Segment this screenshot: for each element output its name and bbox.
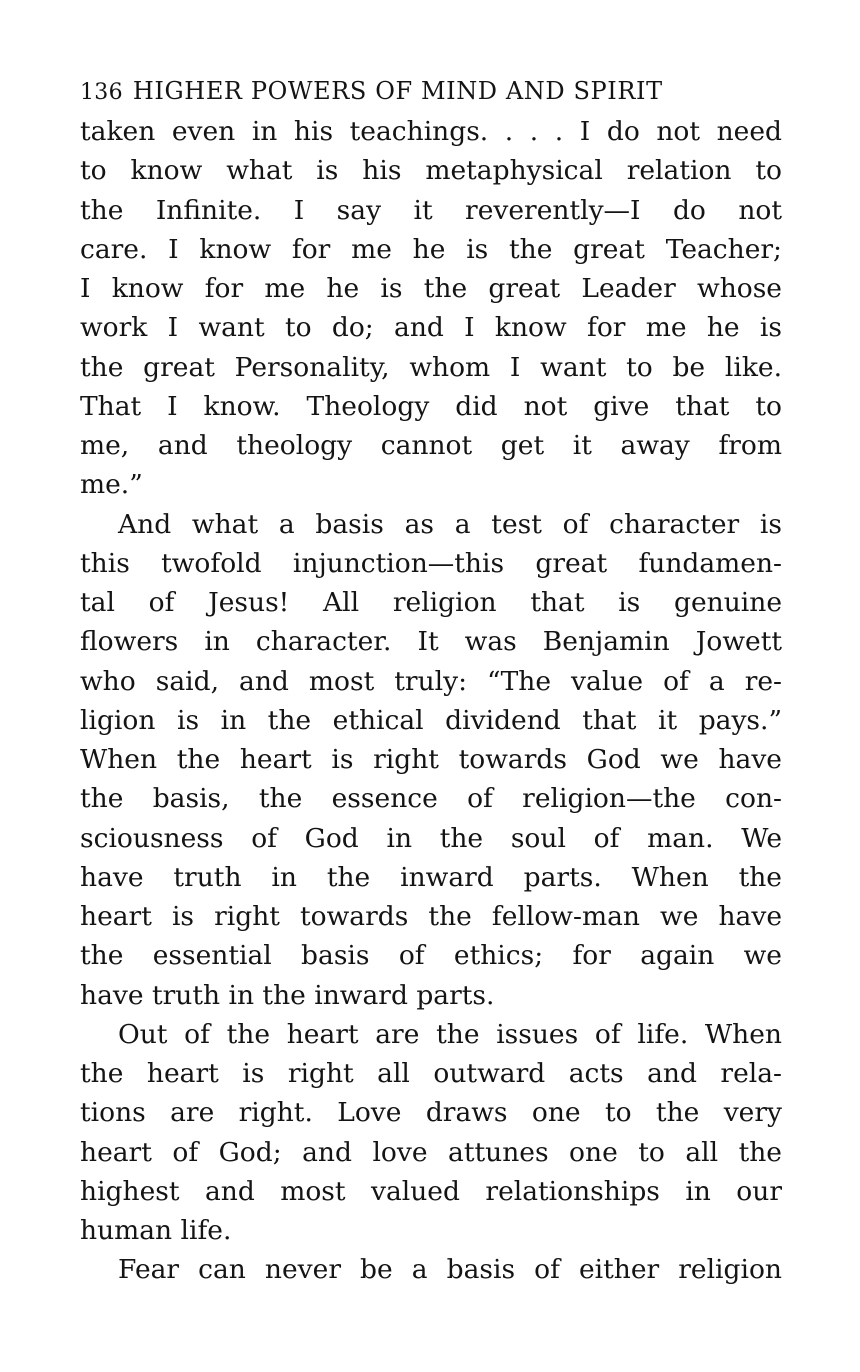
text-line: the essential basis of ethics; for again we	[80, 940, 782, 972]
text-line: flowers in character. It was Benjamin Jowett	[80, 626, 782, 658]
text-line: And what a basis as a test of character is	[118, 508, 782, 540]
text-line: the heart is right all outward acts and rela-	[80, 1058, 782, 1089]
text-line: the great Personality, whom I want to be like.	[80, 351, 782, 383]
running-header	[80, 70, 782, 112]
text-line: heart is right towards the fellow-man we have	[80, 901, 782, 932]
text-line: highest and most valued relationships in our	[80, 1175, 782, 1207]
body-text	[80, 112, 782, 1290]
text-line: heart of God; and love attunes one to all the	[80, 1136, 782, 1168]
paragraph	[80, 1250, 782, 1289]
running-title: HIGHER POWERS OF MIND AND SPIRIT	[132, 77, 663, 105]
text-line: who said, and most truly: “The value of a re-	[80, 665, 782, 697]
text-line: this twofold injunction—this great fundamen-	[80, 547, 782, 579]
text-line: me.”	[80, 469, 143, 501]
page-number: 136	[80, 80, 123, 105]
text-line: taken even in his teachings. . . . I do not need	[80, 116, 782, 147]
book-page	[80, 70, 782, 1290]
text-line: Out of the heart are the issues of life. When	[118, 1018, 782, 1050]
text-line: tal of Jesus! All religion that is genuine	[80, 587, 782, 618]
text-line: me, and theology cannot get it away from	[80, 430, 782, 461]
text-line: tions are right. Love draws one to the very	[80, 1097, 782, 1129]
text-line: care. I know for me he is the great Teacher;	[80, 233, 782, 265]
text-line: sciousness of God in the soul of man. We	[80, 822, 782, 854]
paragraph	[80, 1015, 782, 1251]
paragraph	[80, 505, 782, 1015]
text-line: Fear can never be a basis of either religion	[118, 1254, 782, 1286]
text-line: work I want to do; and I know for me he is	[80, 312, 782, 344]
text-line: ligion is in the ethical dividend that it pays.”	[80, 704, 782, 736]
text-line: to know what is his metaphysical relation to	[80, 155, 782, 187]
text-line: the basis, the essence of religion—the con-	[80, 783, 782, 815]
text-line: have truth in the inward parts.	[80, 979, 495, 1011]
text-line: human life.	[80, 1215, 232, 1246]
paragraph	[80, 112, 782, 505]
text-line: have truth in the inward parts. When the	[80, 861, 782, 893]
text-line: the Infinite. I say it reverently—I do not	[80, 194, 782, 226]
text-line: When the heart is right towards God we have	[80, 744, 782, 775]
text-line: That I know. Theology did not give that to	[80, 390, 782, 422]
text-line: I know for me he is the great Leader whose	[80, 273, 782, 304]
